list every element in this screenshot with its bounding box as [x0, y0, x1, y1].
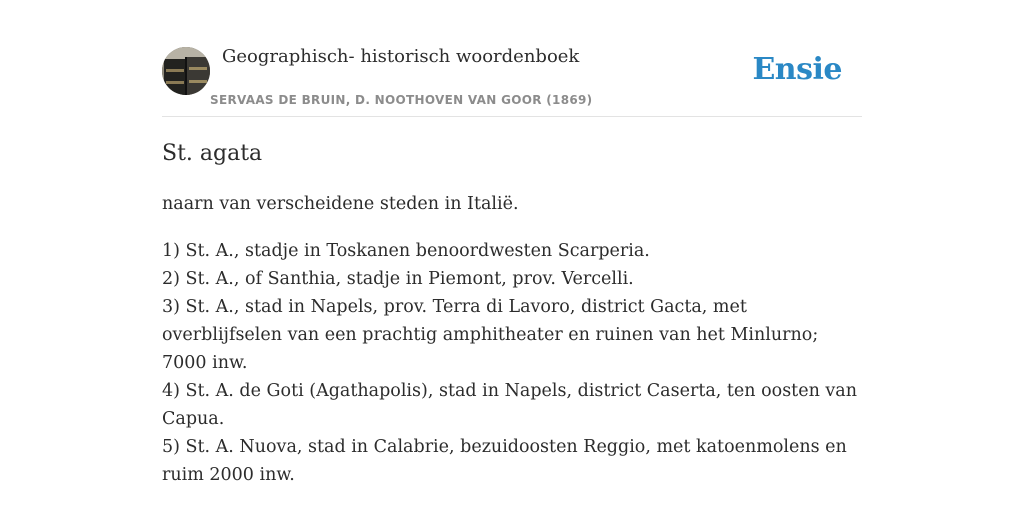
entry-item: 3) St. A., stad in Napels, prov. Terra di Lavoro, district Gacta, met overblijfselen van een prachtig amphitheater en ruinen van het Minlurno; 7000 inw. [162, 297, 819, 373]
entry-item: 1) St. A., stadje in Toskanen benoordwesten Scarperia. [162, 241, 650, 261]
entry-definition: naarn van verscheidene steden in Italië. [162, 194, 519, 214]
entry-content [162, 138, 862, 489]
book-cover-image[interactable] [162, 47, 210, 95]
book-authors: SERVAAS DE BRUIN, D. NOOTHOVEN VAN GOOR (1869) [210, 93, 593, 107]
book-header [162, 44, 862, 117]
ensie-logo[interactable]: Ensie [752, 52, 842, 87]
entry-item: 5) St. A. Nuova, stad in Calabrie, bezuidoosten Reggio, met katoenmolens en ruim 2000 inw. [162, 437, 847, 485]
entry-item: 2) St. A., of Santhia, stadje in Piemont, prov. Vercelli. [162, 269, 634, 289]
book-title-link[interactable]: Geographisch- historisch woordenboek [222, 46, 580, 67]
entry-item-list [162, 237, 862, 489]
entry-title: St. agata [162, 141, 263, 166]
book-cover-icon [162, 47, 210, 95]
entry-item: 4) St. A. de Goti (Agathapolis), stad in Napels, district Caserta, ten oosten van Capua. [162, 381, 857, 429]
